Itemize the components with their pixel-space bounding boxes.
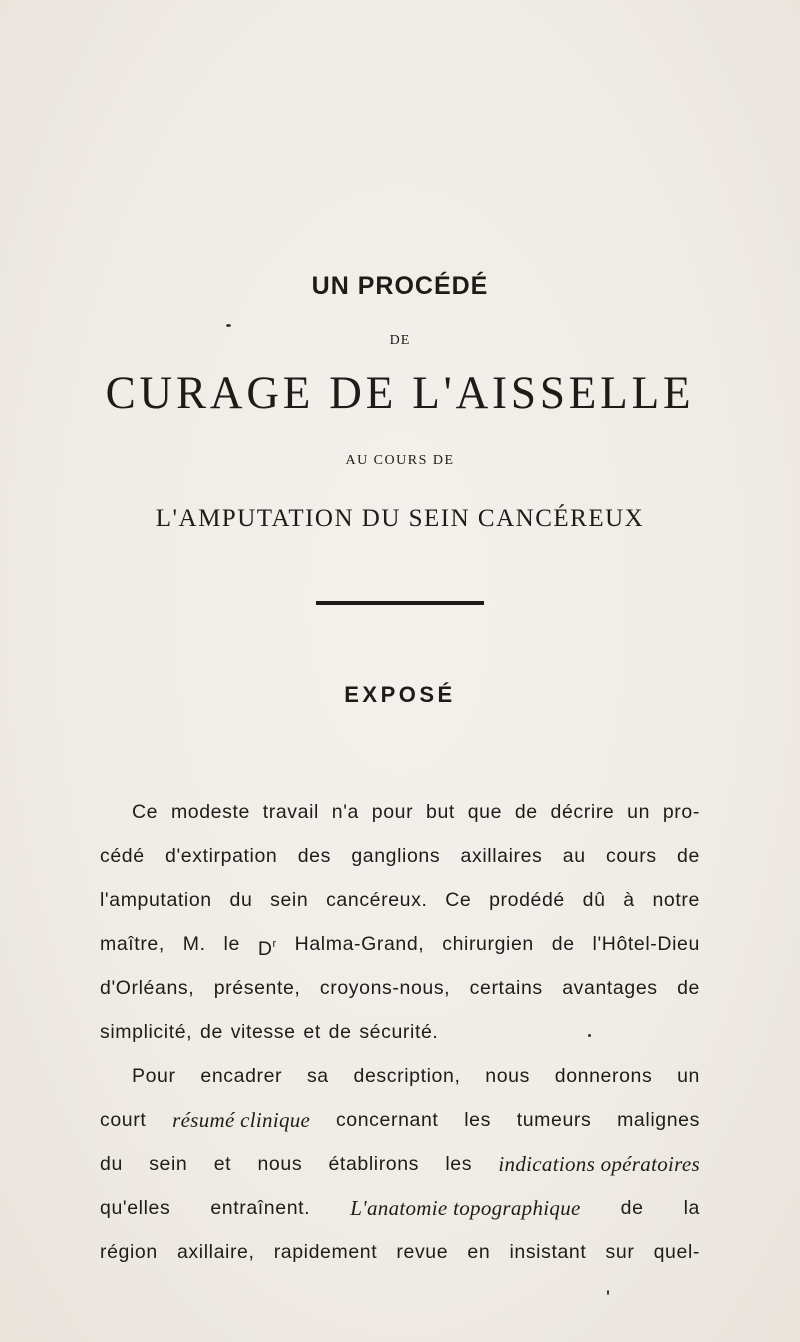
word (258, 922, 277, 966)
word: tumeurs (516, 1109, 592, 1131)
word: qu'elles (100, 1197, 171, 1219)
word-text: D (257, 938, 273, 960)
text-line (100, 834, 700, 878)
text-line (100, 1054, 700, 1098)
word: maître, (100, 933, 165, 955)
word: entraînent. (210, 1197, 311, 1219)
title-line-4: AU COURS DE (345, 453, 455, 468)
word: chirurgien (442, 933, 534, 955)
text-line (100, 878, 700, 922)
word: un (677, 1065, 700, 1087)
word: Ce (132, 801, 159, 823)
word: du (100, 1153, 123, 1175)
word: court (100, 1109, 147, 1131)
word: sécurité. (359, 1021, 439, 1043)
italic-phrase: résumé clinique (172, 1108, 311, 1132)
paper-speck (588, 1034, 591, 1037)
superscript: r (272, 938, 277, 950)
subtitle: L'AMPUTATION DU SEIN CANCÉREUX (155, 505, 645, 532)
italic-phrase: indications opératoires (498, 1152, 700, 1176)
word: axillaires (460, 845, 543, 867)
word: prodédé (489, 889, 565, 911)
word: vitesse (230, 1021, 296, 1043)
word: cours (605, 845, 657, 867)
main-title: CURAGE DE L'AISSELLE (105, 367, 695, 419)
word: et (303, 1021, 321, 1043)
word: les (464, 1109, 491, 1131)
word: des (297, 845, 331, 867)
section-title: EXPOSÉ (344, 682, 456, 707)
word: d'extirpation (165, 845, 278, 867)
word: notre (652, 889, 700, 911)
word: concernant (335, 1109, 439, 1131)
word: pro- (662, 801, 700, 823)
word: sa (306, 1065, 329, 1087)
word: en (467, 1241, 491, 1263)
word: but (426, 801, 455, 823)
body-paragraphs (100, 790, 700, 1274)
word: de (200, 1021, 223, 1043)
word: avantages (562, 977, 658, 999)
word: cancéreux. (326, 889, 428, 911)
word: axillaire, (176, 1241, 255, 1263)
word: simplicité, (100, 1021, 193, 1043)
word: malignes (617, 1109, 700, 1131)
word: de (328, 1021, 352, 1043)
word: modeste (170, 801, 250, 823)
word: quel- (653, 1241, 700, 1263)
word: le (223, 933, 240, 955)
word: les (445, 1153, 473, 1175)
word: M. (182, 933, 206, 955)
text-line (100, 966, 700, 1010)
word: et (213, 1153, 232, 1175)
word: à (623, 889, 635, 911)
text-line (100, 1010, 700, 1054)
word: Pour (132, 1065, 176, 1087)
word: Halma-Grand, (294, 933, 425, 955)
word: sein (270, 889, 309, 911)
text-line (100, 922, 700, 966)
word: rapidement (273, 1241, 378, 1263)
word: certains (469, 977, 543, 999)
word: de (514, 801, 538, 823)
word: l'Hôtel-Dieu (592, 933, 700, 955)
word: du (229, 889, 253, 911)
word: la (683, 1197, 700, 1219)
word: sur (605, 1241, 635, 1263)
word: donnerons (554, 1065, 653, 1087)
text-line (100, 1186, 700, 1230)
title-line-2: DE (389, 333, 411, 348)
word: que (467, 801, 503, 823)
word: nous (485, 1065, 530, 1087)
word: ganglions (351, 845, 441, 867)
word: au (562, 845, 586, 867)
word: nous (257, 1153, 303, 1175)
word: région (100, 1241, 158, 1263)
word: pour (371, 801, 414, 823)
word: sein (149, 1153, 188, 1175)
word: établirons (328, 1153, 420, 1175)
paper-speck (226, 324, 231, 327)
text-line (100, 790, 700, 834)
text-line (100, 1098, 700, 1142)
word: dû (582, 889, 606, 911)
word: décrire (550, 801, 615, 823)
word: de (677, 977, 700, 999)
word: cédé (100, 845, 145, 867)
word: d'Orléans, (100, 977, 195, 999)
paper-speck (607, 1290, 609, 1295)
italic-phrase: L'anatomie topographique (350, 1196, 581, 1220)
word: description, (353, 1065, 461, 1087)
word: travail (262, 801, 319, 823)
word: présente, (213, 977, 301, 999)
word: encadrer (200, 1065, 283, 1087)
text-line (100, 1230, 700, 1274)
title-line-1: UN PROCÉDÉ (311, 272, 489, 300)
word: de (620, 1197, 644, 1219)
word: de (677, 845, 700, 867)
separator-rule (316, 601, 484, 605)
word: un (627, 801, 651, 823)
word: n'a (331, 801, 359, 823)
word: de (551, 933, 575, 955)
text-line (100, 1142, 700, 1186)
word: insistant (509, 1241, 587, 1263)
word: revue (396, 1241, 449, 1263)
word: croyons-nous, (319, 977, 451, 999)
word: Ce (445, 889, 472, 911)
word: l'amputation (100, 889, 212, 911)
